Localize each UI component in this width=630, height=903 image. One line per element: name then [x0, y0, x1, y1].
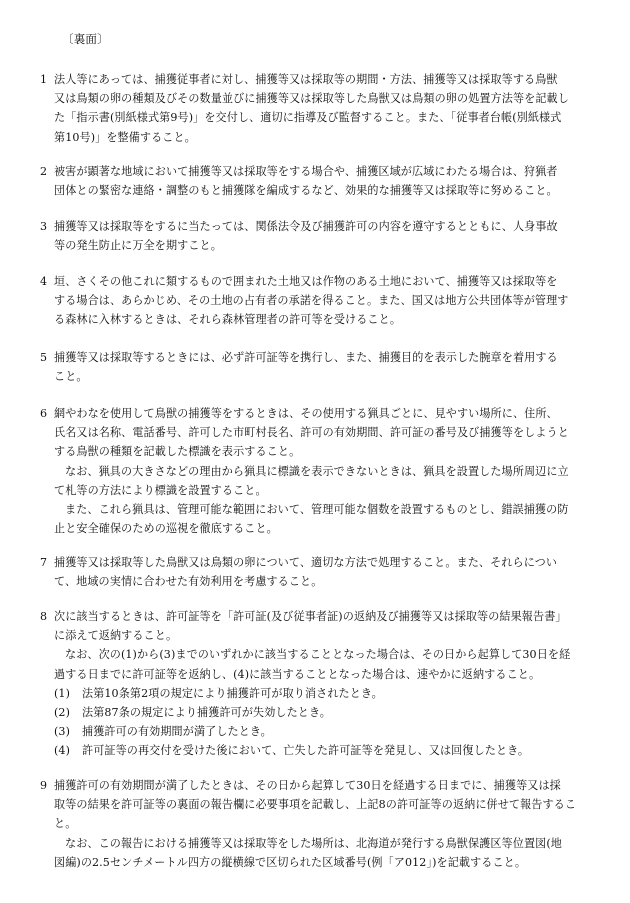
- sub-item-4: [54, 741, 600, 760]
- item-paragraph-line: なお、次の(1)から(3)までのいずれかに該当することとなった場合は、その日から起算して30日を経: [65, 648, 571, 662]
- list-item-3: [40, 217, 600, 255]
- item-line: 次に該当するときは、許可証等を「許可証(及び従事者証)の返納及び捕獲等又は採取等の結果報告書」: [54, 610, 567, 623]
- sub-item-text: 許可証等の再交付を受けた後において、亡失した許可証等を発見し、又は回復したとき。: [82, 744, 530, 758]
- item-line: る森林に入林するときは、それら森林管理者の許可等を受けること。: [54, 313, 402, 327]
- list-item-9: [40, 776, 600, 872]
- item-line: 団体との緊密な連絡・調整のもと捕獲隊を編成するなど、効果的な捕獲等又は採取等に努めること。: [54, 184, 558, 198]
- sub-item-number: (3): [54, 725, 71, 739]
- item-line: て、地域の実情に合わせた有効利用を考慮すること。: [54, 575, 323, 589]
- item-line: 被害が顕著な地域において捕獲等又は採取等をする場合や、捕獲区域が広域にわたる場合は、狩猟者: [54, 165, 558, 178]
- item-number: 4: [40, 275, 48, 288]
- item-line: 等の発生防止に万全を期すこと。: [54, 239, 222, 253]
- list-item-8: [40, 607, 600, 761]
- item-number: 3: [40, 220, 48, 233]
- sub-item-text: 法第10条第2項の規定により捕獲許可が取り消されたとき。: [82, 686, 383, 700]
- list-item-7: [40, 553, 600, 591]
- sub-item-number: (4): [54, 744, 71, 758]
- item-paragraph-line: 止と安全確保のための巡視を徹底すること。: [54, 522, 278, 536]
- list-item-5: [40, 348, 600, 386]
- item-line: する場合は、あらかじめ、その土地の占有者の承諾を得ること。また、国又は地方公共団体等が管理す: [54, 294, 569, 308]
- sub-item-2: [54, 703, 600, 722]
- item-body: [54, 553, 600, 591]
- item-body: [54, 348, 600, 386]
- item-number: 2: [40, 165, 48, 178]
- item-paragraph-line: なお、猟具の大きさなどの理由から猟具に標識を表示できないときは、猟具を設置した場所周辺に立: [65, 464, 569, 478]
- item-line: 垣、さくその他これに類するもので囲まれた土地又は作物のある土地において、捕獲等又は採取等を: [54, 275, 558, 288]
- sub-item-text: 捕獲許可の有効期間が満了したとき。: [82, 725, 272, 739]
- item-number: 8: [40, 610, 48, 623]
- item-number: 5: [40, 351, 48, 364]
- item-body: [54, 70, 600, 147]
- item-number: 7: [40, 556, 48, 569]
- sub-item-1: [54, 684, 600, 703]
- item-line: 捕獲等又は採取等した鳥獣又は鳥類の卵について、適切な方法で処理すること。また、それらについ: [54, 556, 558, 569]
- list-item-1: [40, 70, 600, 147]
- sub-item-number: (1): [54, 686, 71, 700]
- item-body: [54, 217, 600, 255]
- item-number: 9: [40, 779, 48, 792]
- item-line: する鳥獣の種類を記載した標識を表示すること。: [54, 445, 301, 459]
- item-line: 第10号)」を整備すること。: [54, 130, 196, 144]
- item-line: 捕獲等又は採取等をするに当たっては、関係法令及び捕獲許可の内容を遵守するとともに、人身事故: [54, 220, 558, 233]
- item-line: 法人等にあっては、捕獲従事者に対し、捕獲等又は採取等の期間・方法、捕獲等又は採取等する鳥獣: [54, 73, 558, 86]
- item-line: こと。: [54, 370, 88, 384]
- item-body: [54, 272, 600, 330]
- item-number: 6: [40, 407, 48, 420]
- item-body: [54, 776, 600, 872]
- item-body: [54, 607, 600, 761]
- item-line: に添えて返納すること。: [54, 629, 178, 643]
- item-paragraph-line: 過する日までに許可証等を返納し、(4)に該当することとなった場合は、速やかに返納すること。: [54, 667, 541, 681]
- item-paragraph-line: て札等の方法により標識を設置すること。: [54, 483, 267, 497]
- item-paragraph-line: 図編)の2.5センチメートル四方の縦横線で区切られた区域番号(例「ア012」)を記載すること。: [54, 855, 527, 869]
- item-number: 1: [40, 73, 48, 86]
- sub-item-text: 法第87条の規定により捕獲許可が失効したとき。: [82, 706, 331, 720]
- item-line: 又は鳥類の卵の種類及びその数量並びに捕獲等又は採取等した鳥獣又は鳥類の卵の処置方法等を記載し: [54, 92, 569, 106]
- sub-item-3: [54, 722, 600, 741]
- list-item-2: [40, 162, 600, 200]
- sub-item-number: (2): [54, 706, 71, 720]
- item-body: [54, 162, 600, 200]
- item-paragraph-line: なお、この報告における捕獲等又は採取等をした場所は、北海道が発行する鳥獣保護区等位置図(地: [65, 836, 562, 850]
- item-paragraph-line: また、これら猟具は、管理可能な範囲において、管理可能な個数を設置するものとし、錯誤捕獲の防: [65, 503, 569, 517]
- item-line: 網やわなを使用して鳥獣の捕獲等をするときは、その使用する猟具ごとに、見やすい場所に、住所、: [54, 407, 558, 420]
- item-body: [54, 404, 600, 538]
- item-line: 捕獲等又は採取等するときには、必ず許可証等を携行し、また、捕獲目的を表示した腕章を着用する: [54, 351, 558, 364]
- item-line: 捕獲許可の有効期間が満了したときは、その日から起算して30日を経過する日までに、捕獲等又は採: [54, 779, 561, 792]
- page-side-heading: 〔裏面〕: [62, 32, 109, 46]
- item-line: 取等の結果を許可証等の裏面の報告欄に必要事項を記載し、上記8の許可証等の返納に併せて報告するこ: [54, 798, 577, 812]
- item-line: た「指示書(別紙様式第9号)」を交付し、適切に指導及び監督すること。また、「従事者台帳(別紙様式: [54, 111, 562, 125]
- list-item-4: [40, 272, 600, 330]
- item-line: 氏名又は名称、電話番号、許可した市町村長名、許可の有効期間、許可証の番号及び捕獲等をしようと: [54, 426, 569, 440]
- item-line: と。: [54, 817, 77, 831]
- list-item-6: [40, 404, 600, 538]
